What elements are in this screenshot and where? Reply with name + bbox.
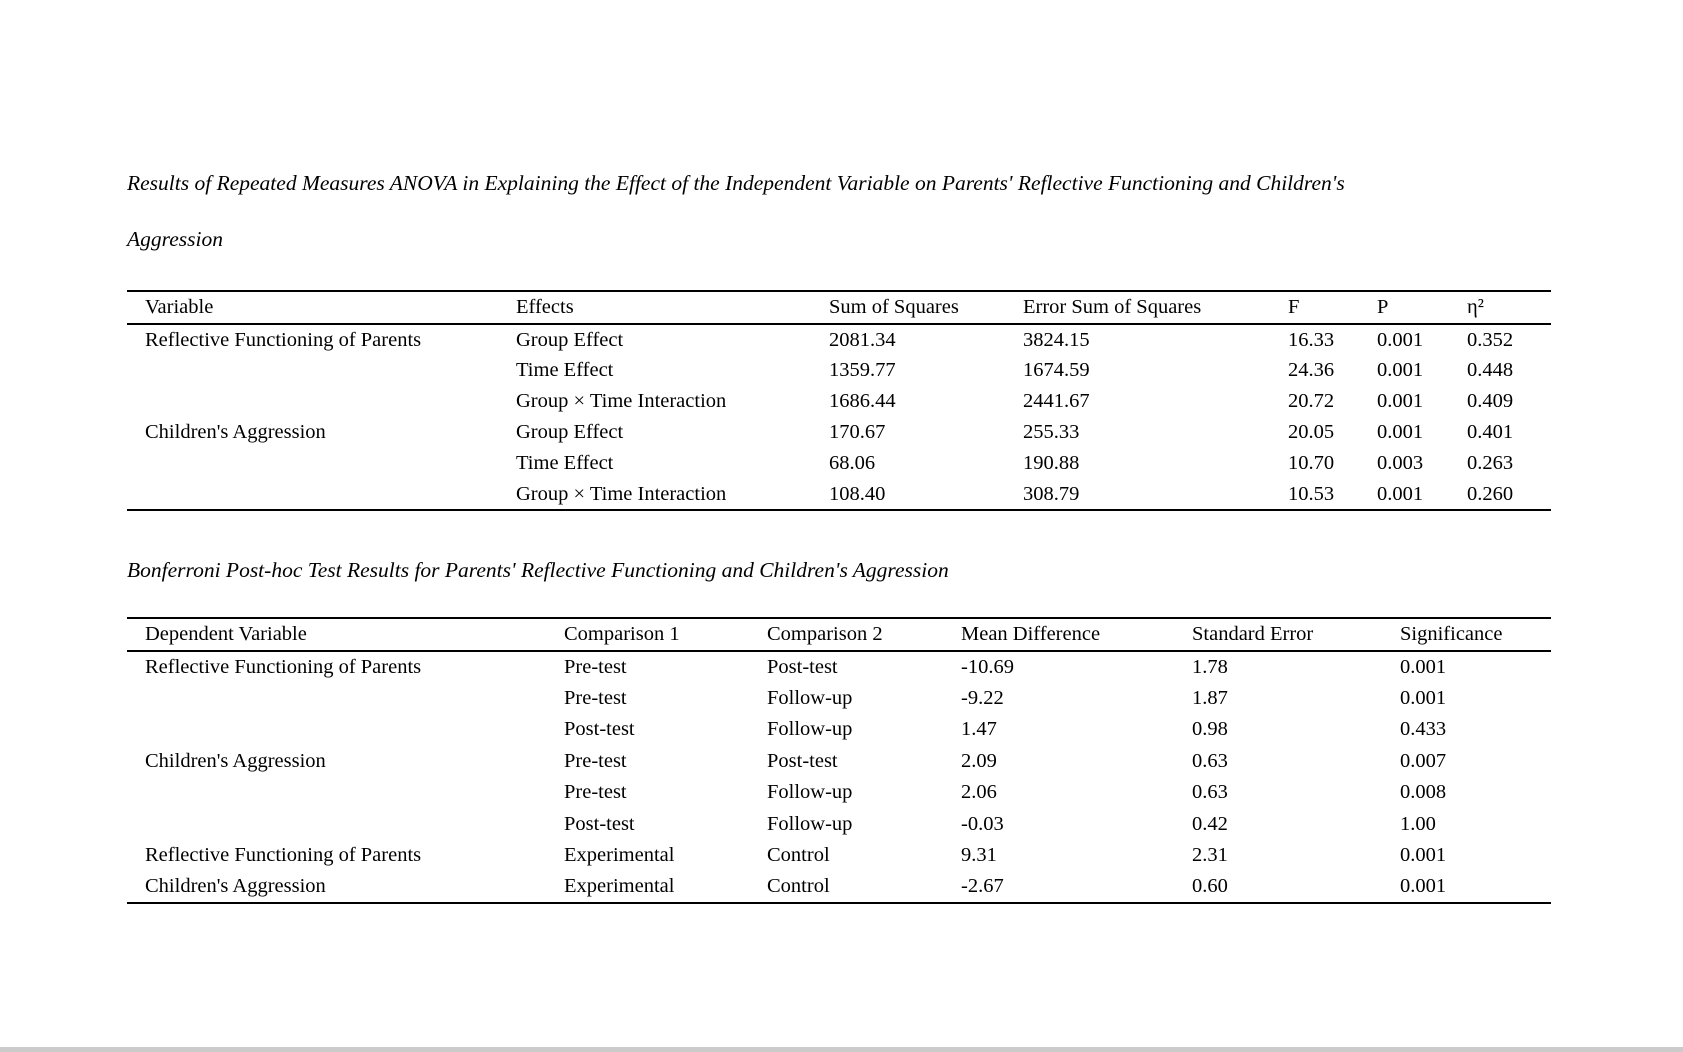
table-cell: 190.88 bbox=[1023, 452, 1080, 474]
anova-results-table bbox=[127, 290, 1551, 511]
anova-table-caption-line2: Aggression bbox=[127, 227, 223, 251]
table-cell: 0.001 bbox=[1377, 328, 1424, 351]
table-cell: Follow-up bbox=[767, 781, 853, 804]
table-row bbox=[127, 683, 1551, 715]
table-cell: 1.47 bbox=[961, 718, 997, 741]
column-header: Effects bbox=[516, 296, 574, 318]
table-cell: 0.001 bbox=[1400, 655, 1447, 678]
table-cell: 20.05 bbox=[1288, 421, 1335, 443]
table-row bbox=[127, 417, 1551, 448]
table-cell: 0.63 bbox=[1192, 749, 1228, 772]
table-cell: 10.53 bbox=[1288, 482, 1335, 505]
table-row bbox=[127, 355, 1551, 386]
table-cell: 0.001 bbox=[1377, 482, 1424, 505]
column-header: F bbox=[1288, 296, 1300, 318]
column-header: Sum of Squares bbox=[829, 296, 959, 318]
table-cell: 0.001 bbox=[1400, 875, 1447, 898]
table-cell bbox=[127, 386, 498, 417]
table-cell bbox=[127, 355, 498, 386]
table-cell: Reflective Functioning of Parents bbox=[145, 655, 422, 678]
table-cell: 0.60 bbox=[1192, 875, 1228, 898]
table-cell: Pre-test bbox=[564, 749, 627, 772]
table-cell: Control bbox=[767, 875, 830, 898]
table-cell: 308.79 bbox=[1023, 482, 1080, 505]
column-header: Comparison 2 bbox=[767, 623, 883, 645]
table-cell: Group × Time Interaction bbox=[516, 482, 727, 505]
table-cell: Follow-up bbox=[767, 686, 853, 709]
table-cell: Group Effect bbox=[516, 328, 624, 351]
table-cell: Post-test bbox=[564, 718, 635, 741]
table-row bbox=[127, 651, 1551, 683]
table-cell: Children's Aggression bbox=[145, 749, 326, 772]
table-cell: 16.33 bbox=[1288, 328, 1335, 351]
table-cell: Reflective Functioning of Parents bbox=[145, 328, 422, 351]
table-cell: 0.001 bbox=[1377, 390, 1424, 412]
table-cell: 0.001 bbox=[1377, 421, 1424, 443]
table-cell: 0.401 bbox=[1467, 421, 1514, 443]
table-cell: 170.67 bbox=[829, 421, 886, 443]
table-cell: 0.001 bbox=[1400, 686, 1447, 709]
table-cell: 0.448 bbox=[1467, 359, 1514, 381]
table-cell: 2081.34 bbox=[829, 328, 896, 351]
column-header: Variable bbox=[145, 296, 214, 318]
anova-table-caption-line1: Results of Repeated Measures ANOVA in Explaining the Effect of the Independent Variable on Parents' Reflective Functioning and Children's bbox=[127, 171, 1345, 195]
table-row bbox=[127, 714, 1551, 746]
table-cell: 1674.59 bbox=[1023, 359, 1090, 381]
column-header: Significance bbox=[1400, 623, 1503, 645]
table-cell: Experimental bbox=[564, 844, 675, 867]
table-cell: 2.31 bbox=[1192, 844, 1228, 867]
column-header: P bbox=[1377, 296, 1389, 318]
table-row bbox=[127, 872, 1551, 904]
table-cell: 1.78 bbox=[1192, 655, 1228, 678]
table-cell: 1359.77 bbox=[829, 359, 896, 381]
table-cell: -9.22 bbox=[961, 686, 1004, 709]
column-header: Dependent Variable bbox=[145, 623, 307, 645]
anova-table-header-row bbox=[127, 291, 1551, 324]
column-header: Comparison 1 bbox=[564, 623, 680, 645]
table-cell: 9.31 bbox=[961, 844, 997, 867]
table-cell: 0.42 bbox=[1192, 812, 1228, 835]
table-cell: -2.67 bbox=[961, 875, 1004, 898]
table-cell: 0.260 bbox=[1467, 482, 1514, 505]
page-bottom-edge bbox=[0, 1047, 1683, 1052]
table-cell: 2.06 bbox=[961, 781, 997, 804]
table-cell: Children's Aggression bbox=[145, 421, 326, 443]
table-cell: Pre-test bbox=[564, 655, 627, 678]
table-cell: 0.433 bbox=[1400, 718, 1447, 741]
table-cell: 0.003 bbox=[1377, 452, 1424, 474]
column-header: Mean Difference bbox=[961, 623, 1101, 645]
table-cell: Follow-up bbox=[767, 718, 853, 741]
table-row bbox=[127, 840, 1551, 872]
table-row bbox=[127, 386, 1551, 417]
table-cell: Control bbox=[767, 844, 830, 867]
table-cell: 255.33 bbox=[1023, 421, 1080, 443]
table-cell bbox=[127, 809, 546, 841]
table-cell: 3824.15 bbox=[1023, 328, 1090, 351]
table-cell: 2.09 bbox=[961, 749, 997, 772]
table-cell: Group Effect bbox=[516, 421, 624, 443]
table-cell: 68.06 bbox=[829, 452, 876, 474]
table-cell: Experimental bbox=[564, 875, 675, 898]
table-cell: 1.87 bbox=[1192, 686, 1228, 709]
table-cell: 0.263 bbox=[1467, 452, 1514, 474]
table-cell: 1686.44 bbox=[829, 390, 896, 412]
table-cell: 0.352 bbox=[1467, 328, 1514, 351]
table-cell: 0.001 bbox=[1400, 844, 1447, 867]
table-cell: 0.001 bbox=[1377, 359, 1424, 381]
table-cell: Time Effect bbox=[516, 359, 614, 381]
table-cell: Post-test bbox=[767, 749, 838, 772]
table-cell: 0.409 bbox=[1467, 390, 1514, 412]
table-cell: 20.72 bbox=[1288, 390, 1335, 412]
table-row bbox=[127, 324, 1551, 355]
table-cell: Post-test bbox=[564, 812, 635, 835]
table-cell: 0.007 bbox=[1400, 749, 1447, 772]
table-cell: 2441.67 bbox=[1023, 390, 1090, 412]
table-cell: Pre-test bbox=[564, 781, 627, 804]
table-cell: Reflective Functioning of Parents bbox=[145, 844, 422, 867]
table-cell bbox=[127, 714, 546, 746]
table-row bbox=[127, 809, 1551, 841]
table-cell: 0.98 bbox=[1192, 718, 1228, 741]
table-cell: 10.70 bbox=[1288, 452, 1335, 474]
table-cell: 1.00 bbox=[1400, 812, 1436, 835]
table-cell: Time Effect bbox=[516, 452, 614, 474]
table-cell bbox=[127, 448, 498, 479]
table-cell bbox=[127, 777, 546, 809]
column-header: Standard Error bbox=[1192, 623, 1314, 645]
table-cell: Group × Time Interaction bbox=[516, 390, 727, 412]
table-cell bbox=[127, 683, 546, 715]
posthoc-table-caption: Bonferroni Post-hoc Test Results for Parents' Reflective Functioning and Children's Aggression bbox=[127, 558, 949, 582]
table-cell: Post-test bbox=[767, 655, 838, 678]
table-cell: Children's Aggression bbox=[145, 875, 326, 898]
bonferroni-posthoc-table bbox=[127, 617, 1551, 904]
table-row bbox=[127, 746, 1551, 778]
column-header: η² bbox=[1467, 296, 1484, 318]
table-cell: 24.36 bbox=[1288, 359, 1335, 381]
table-cell: 0.008 bbox=[1400, 781, 1447, 804]
table-cell: Pre-test bbox=[564, 686, 627, 709]
table-cell: -10.69 bbox=[961, 655, 1014, 678]
table-cell: -0.03 bbox=[961, 812, 1004, 835]
table-row bbox=[127, 777, 1551, 809]
table-row bbox=[127, 448, 1551, 479]
table-cell: 108.40 bbox=[829, 482, 886, 505]
table-cell: Follow-up bbox=[767, 812, 853, 835]
column-header: Error Sum of Squares bbox=[1023, 296, 1202, 318]
table-cell: 0.63 bbox=[1192, 781, 1228, 804]
posthoc-table-header-row bbox=[127, 618, 1551, 651]
table-row bbox=[127, 479, 1551, 510]
table-cell bbox=[127, 479, 498, 510]
